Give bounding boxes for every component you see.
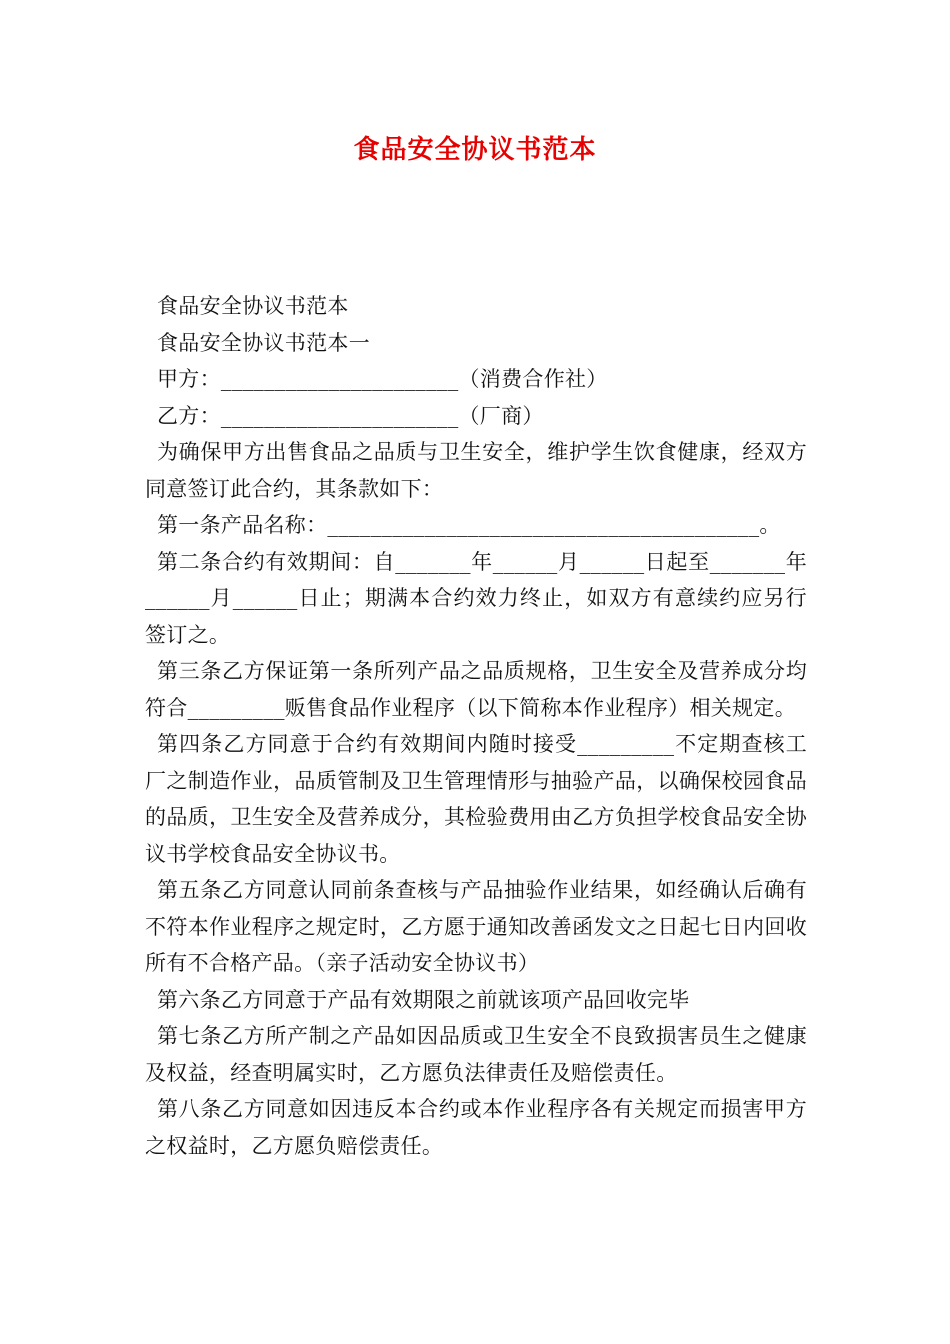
document-title: 食品安全协议书范本	[353, 135, 597, 165]
article-7: 第七条乙方所产制之产品如因品质或卫生安全不良致损害员生之健康及权益，经查明属实时，乙方愿负法律责任及赔偿责任。	[145, 1024, 807, 1085]
article-4: 第四条乙方同意于合约有效期间内随时接受_________不定期查核工厂之制造作业，品质管制及卫生管理情形与抽验产品，以确保校园食品的品质，卫生安全及营养成分，其检验费用由乙方负担学校食品安全协议书学校食品安全协议书。	[145, 732, 807, 866]
preamble-paragraph: 为确保甲方出售食品之品质与卫生安全，维护学生饮食健康，经双方同意签订此合约，其条款如下：	[145, 440, 807, 501]
document-body	[145, 288, 807, 1164]
article-1: 第一条产品名称：________________________________________。	[157, 513, 781, 537]
party-b-line: 乙方：______________________（厂商）	[157, 403, 544, 428]
party-a-line: 甲方：______________________（消费合作社）	[157, 367, 608, 391]
article-3: 第三条乙方保证第一条所列产品之品质规格，卫生安全及营养成分均符合_________贩售食品作业程序（以下简称本作业程序）相关规定。	[145, 659, 807, 720]
article-8: 第八条乙方同意如因违反本合约或本作业程序各有关规定而损害甲方之权益时，乙方愿负赔偿责任。	[145, 1097, 807, 1158]
article-5: 第五条乙方同意认同前条查核与产品抽验作业结果，如经确认后确有不符本作业程序之规定时，乙方愿于通知改善函发文之日起七日内回收所有不合格产品。（亲子活动安全协议书）	[145, 878, 807, 975]
paragraph-heading: 食品安全协议书范本	[157, 294, 349, 318]
article-2: 第二条合约有效期间：自_______年______月______日起至_______年______月______日止；期满本合约效力终止，如双方有意续约应另行签订之。	[145, 549, 807, 647]
article-6: 第六条乙方同意于产品有效期限之前就该项产品回收完毕	[157, 987, 690, 1012]
paragraph-subheading: 食品安全协议书范本一	[157, 330, 370, 355]
